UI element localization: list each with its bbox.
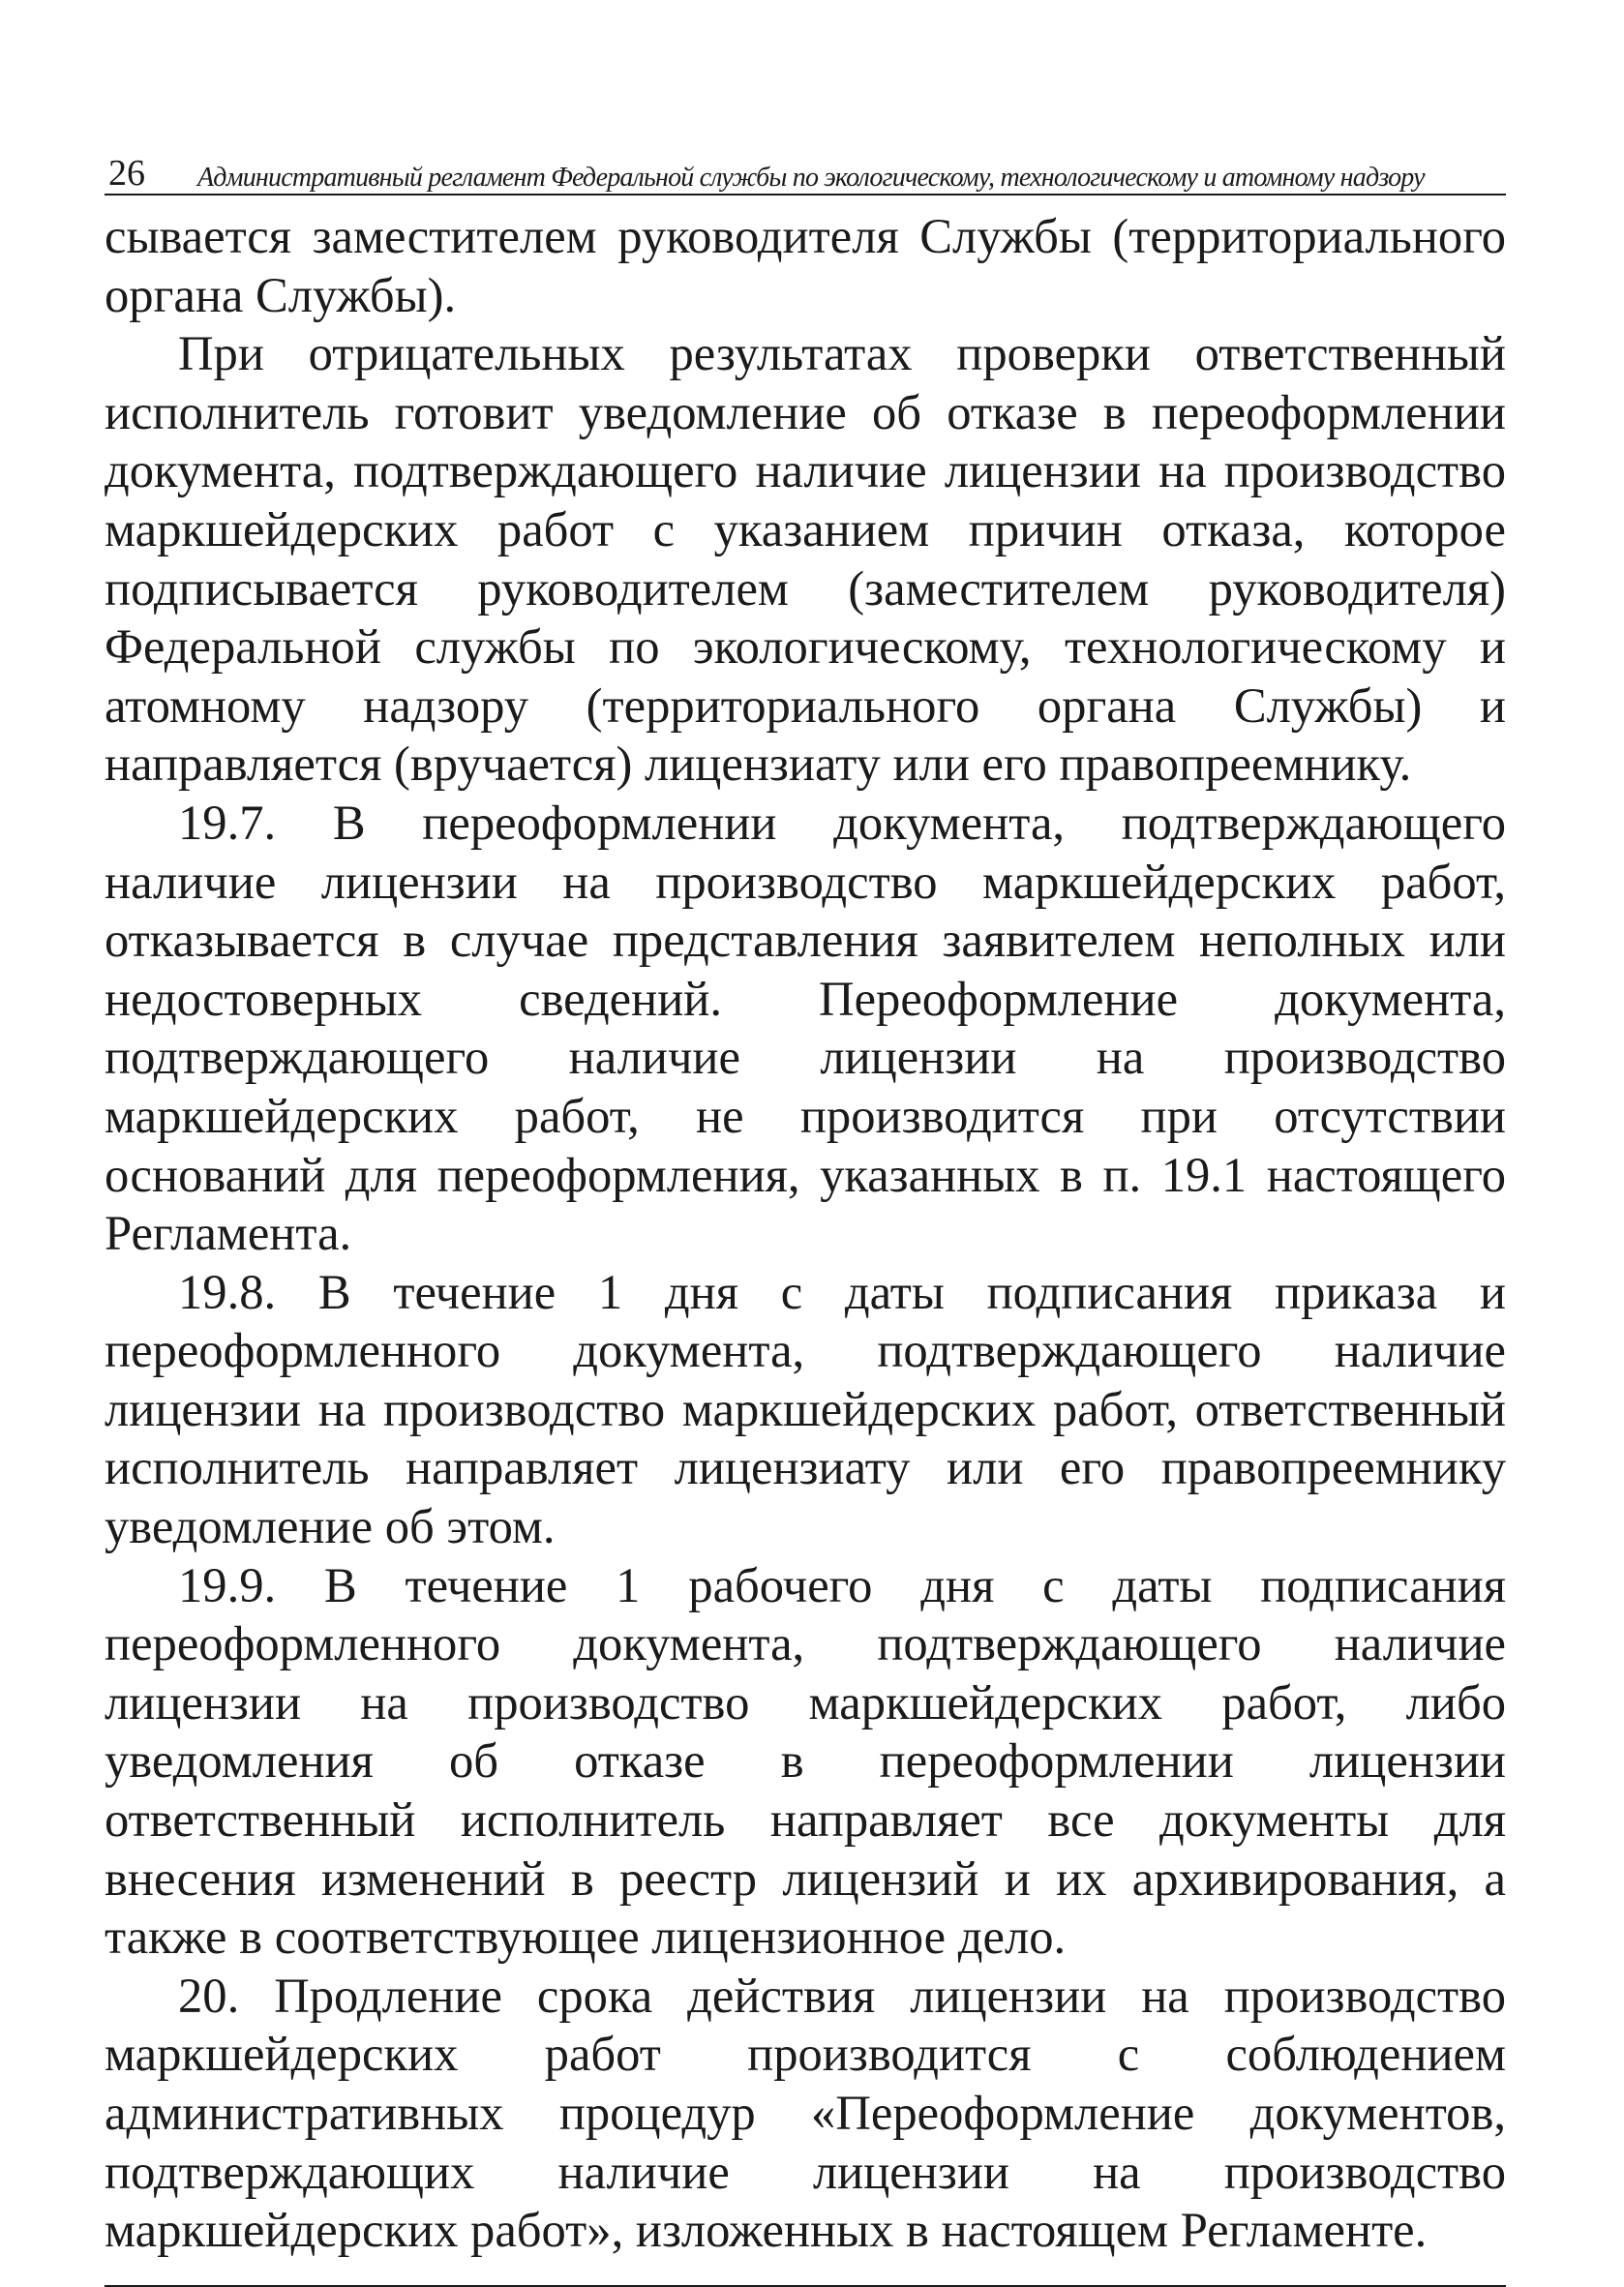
book-page xyxy=(105,145,1506,2258)
paragraph: При отрицательных результатах проверки ответственный исполнитель готовит уведомление об отказе в переоформлении документа, подтверждающего наличие лицензии на производство маркшейдерских работ с указанием причин отказа, которое подписывается руководителем (заместителем руководителя) Федеральной службы по экологическому, технологическому и атомному надзору (территориального органа Службы) и направляется (вручается) лицензиату или его правопреемнику. xyxy=(105,326,1506,792)
paragraph-19-8: 19.8. В течение 1 дня с даты подписания приказа и переоформленного документа, подтверждающего наличие лицензии на производство маркшейдерских работ, ответственный исполнитель направляет лицензиату или его правопреемнику уведомление об этом. xyxy=(105,1264,1506,1554)
paragraph-19-9: 19.9. В течение 1 рабочего дня с даты подписания переоформленного документа, подтверждающего наличие лицензии на производство маркшейдерских работ, либо уведомления об отказе в переоформлении лицензии ответственный исполнитель направляет все документы для внесения изменений в реестр лицензий и их архивирования, а также в соответствующее лицензионное дело. xyxy=(105,1557,1506,1965)
paragraph-continuation: сывается заместителем руководителя Службы (территориального органа Службы). xyxy=(105,209,1506,322)
running-header-title: Административный регламент Федеральной службы по экологическому, технологическому и атомному надзору xyxy=(197,163,1425,193)
page-number: 26 xyxy=(108,153,145,194)
paragraph-20: 20. Продление срока действия лицензии на производство маркшейдерских работ производится с соблюдением административных процедур «Переоформление документов, подтверждающих наличие лицензии на производство маркшейдерских работ», изложенных в настоящем Регламенте. xyxy=(105,1968,1506,2258)
paragraph-19-7: 19.7. В переоформлении документа, подтверждающего наличие лицензии на производство маркшейдерских работ, отказывается в случае представления заявителем неполных или недостоверных сведений. Переоформление документа, подтверждающего наличие лицензии на производство маркшейдерских работ, не производится при отсутствии оснований для переоформления, указанных в п. 19.1 настоящего Регламента. xyxy=(105,795,1506,1261)
running-header xyxy=(105,145,1506,196)
body-text xyxy=(105,207,1506,2260)
bottom-rule xyxy=(105,2285,1506,2287)
